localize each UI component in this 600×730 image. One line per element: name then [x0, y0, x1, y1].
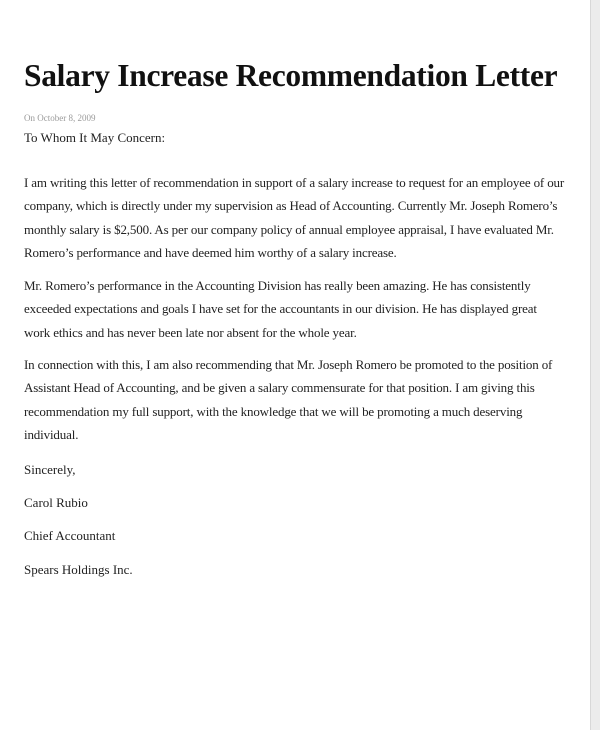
paragraph-line: Mr. Romero’s performance in the Accounting Division has really been amazing. He has consistently	[24, 278, 531, 293]
paragraph-line: I am writing this letter of recommendation in support of a salary increase to request for an employee of our	[24, 175, 565, 190]
page-title: Salary Increase Recommendation Letter	[24, 58, 558, 93]
signer-name: Carol Rubio	[24, 495, 88, 510]
paragraph-line: individual.	[24, 427, 79, 443]
paragraph-line: monthly salary is $2,500. As per our company policy of annual employee appraisal, I have evaluated Mr.	[24, 221, 554, 237]
signer-position: Chief Accountant	[24, 528, 116, 543]
paragraph-line: In connection with this, I am also recommending that Mr. Joseph Romero be promoted to the position of	[24, 357, 553, 372]
paragraph-line: Romero’s performance and have deemed him worthy of a salary increase.	[24, 245, 397, 261]
paragraph-line: recommendation my full support, with the knowledge that we will be promoting a much deserving	[24, 403, 523, 419]
paragraph-3	[24, 353, 590, 447]
signer-company: Spears Holdings Inc.	[24, 562, 133, 577]
salutation: To Whom It May Concern:	[24, 130, 166, 145]
vertical-scrollbar[interactable]	[591, 0, 600, 730]
paragraph-line: company, which is directly under my supervision as Head of Accounting. Currently Mr. Joseph Romero’s	[24, 198, 558, 214]
paragraph-line: work ethics and has never been late nor absent for the whole year.	[24, 324, 357, 340]
paragraph-line: Assistant Head of Accounting, and be given a salary commensurate for that position. I am giving this	[24, 380, 535, 396]
valediction: Sincerely,	[24, 462, 76, 477]
letter-date: On October 8, 2009	[24, 113, 96, 123]
paragraph-1	[24, 171, 590, 265]
paragraph-2	[24, 274, 590, 344]
paragraph-line: exceeded expectations and goals I have set for the accountants in our division. He has displayed great	[24, 301, 537, 317]
